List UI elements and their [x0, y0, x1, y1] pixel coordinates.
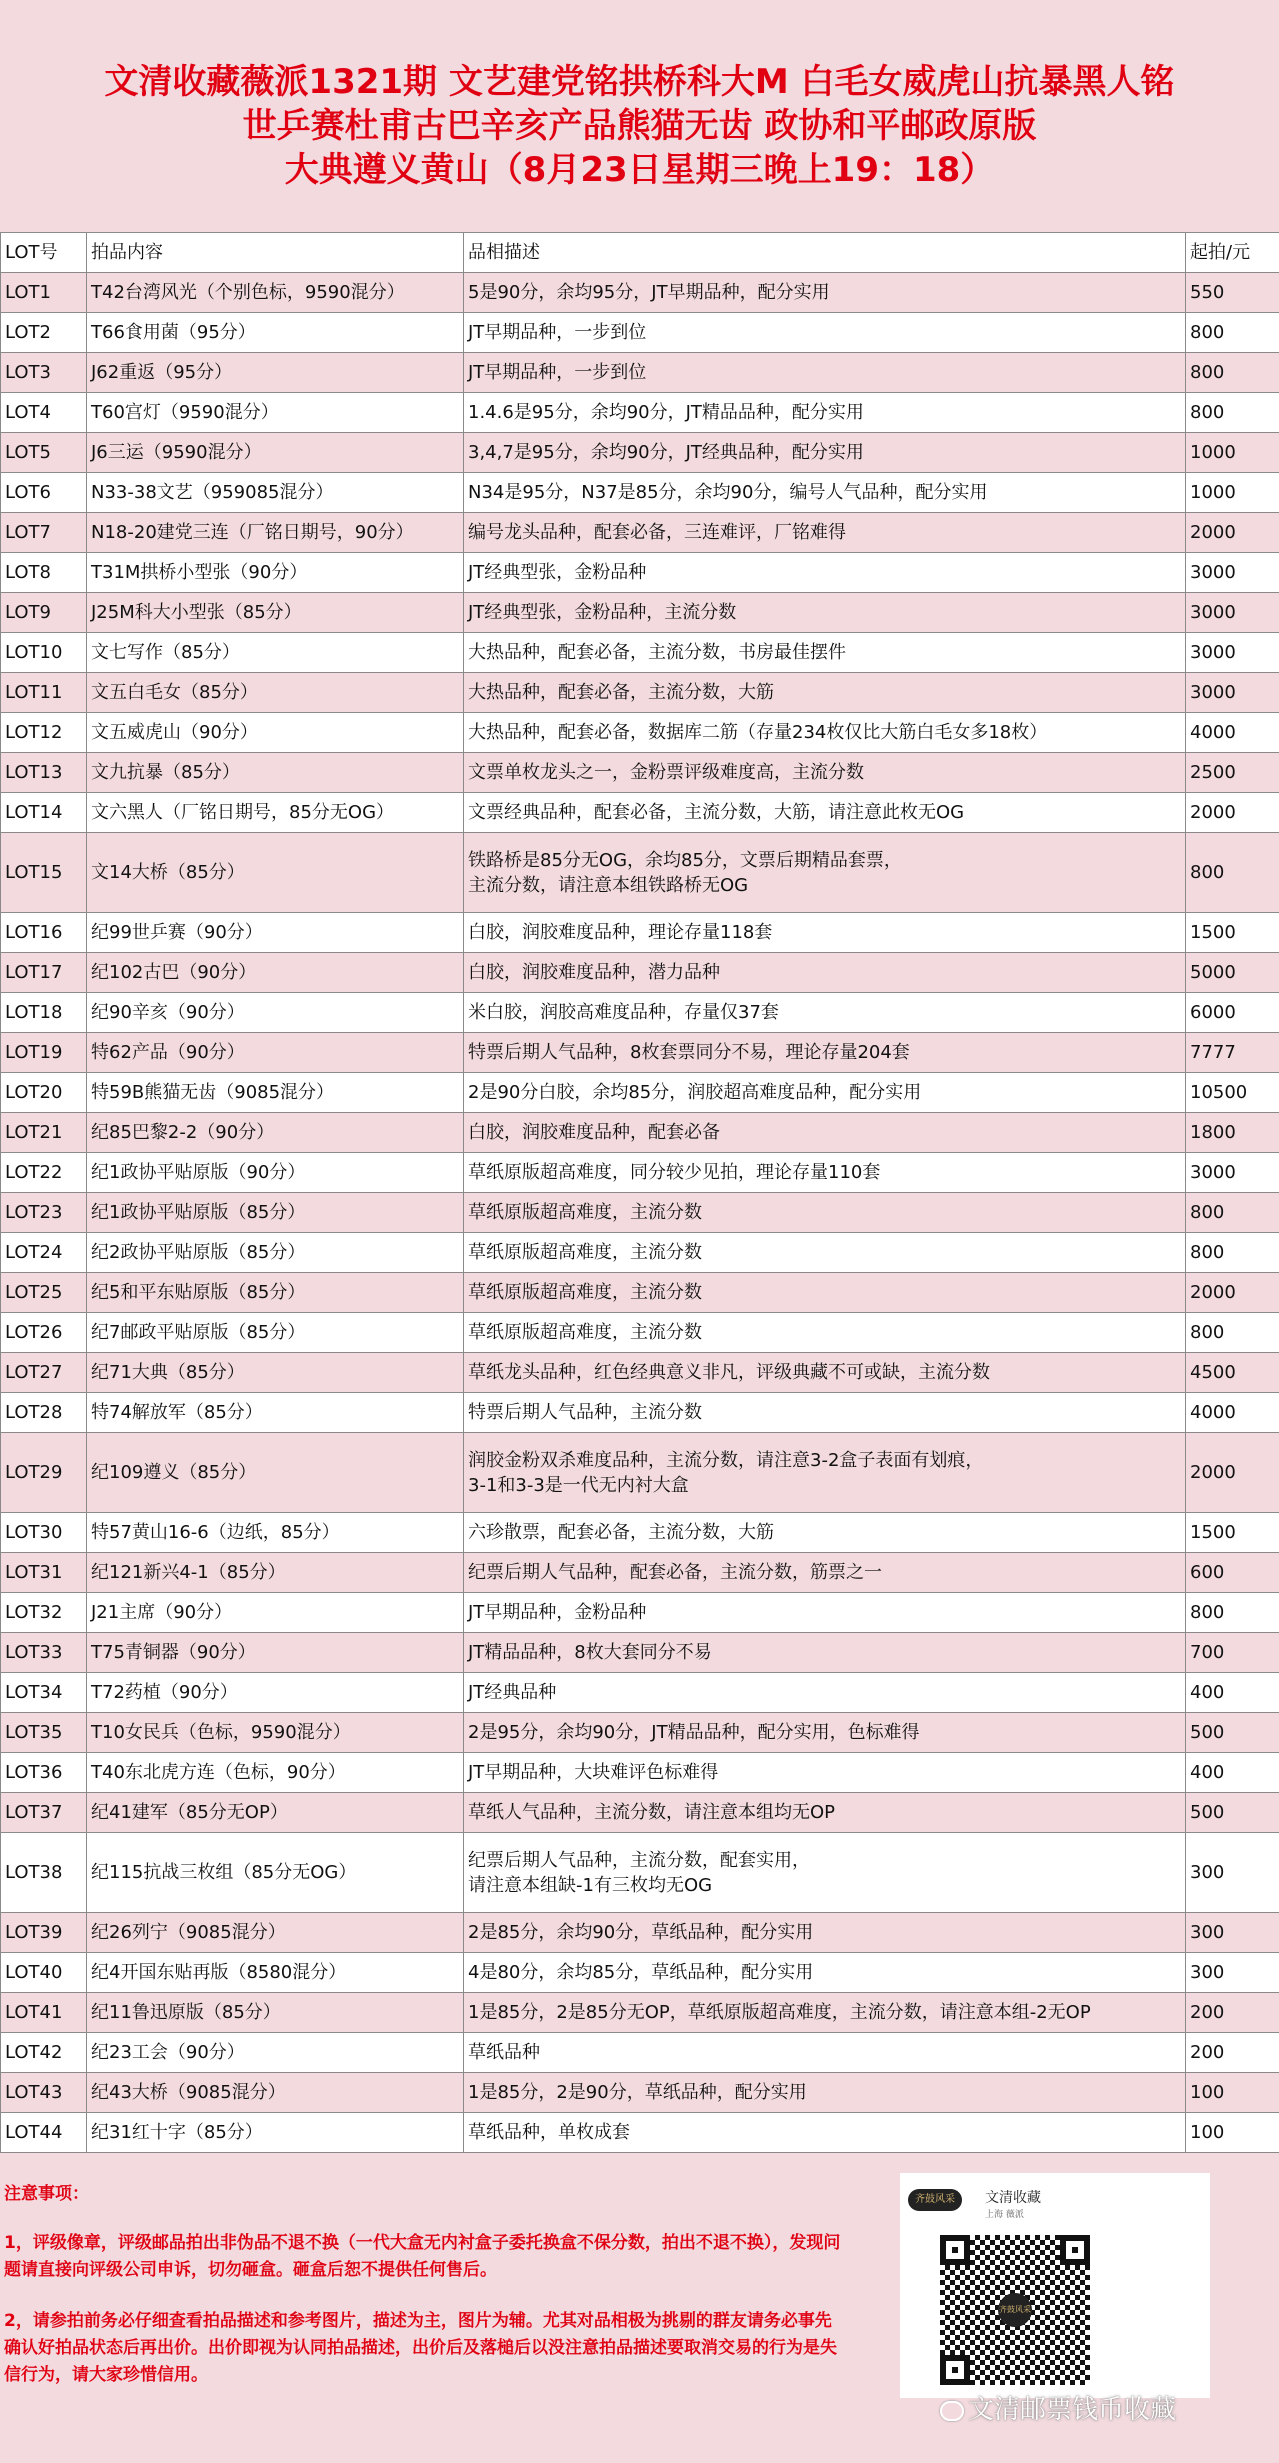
table-row — [1, 273, 1279, 313]
lot-cell: LOT21 — [1, 1113, 87, 1153]
item-cell: J6三运（9590混分） — [87, 433, 464, 473]
lot-cell: LOT8 — [1, 553, 87, 593]
notes-section — [4, 2181, 844, 2413]
desc-cell: 1是85分，2是85分无OP，草纸原版超高难度，主流分数，请注意本组-2无OP — [464, 1993, 1186, 2033]
table-row — [1, 1273, 1279, 1313]
price-cell: 300 — [1186, 1953, 1279, 1993]
title-line-1: 文清收藏薇派1321期 文艺建党铭拱桥科大M 白毛女威虎山抗暴黑人铭 — [104, 62, 1175, 102]
qr-account-name: 文清收藏 — [985, 2190, 1041, 2206]
lot-cell: LOT5 — [1, 433, 87, 473]
desc-cell: JT早期品种，一步到位 — [464, 353, 1186, 393]
price-cell: 600 — [1186, 1553, 1279, 1593]
lot-cell: LOT24 — [1, 1233, 87, 1273]
price-cell: 400 — [1186, 1673, 1279, 1713]
desc-cell: 文票单枚龙头之一，金粉票评级难度高，主流分数 — [464, 753, 1186, 793]
desc-cell: 纪票后期人气品种，配套必备，主流分数，筋票之一 — [464, 1553, 1186, 1593]
item-cell: 文七写作（85分） — [87, 633, 464, 673]
qr-code-icon — [940, 2235, 1090, 2385]
desc-cell: 特票后期人气品种，主流分数 — [464, 1393, 1186, 1433]
desc-cell: 编号龙头品种，配套必备，三连难评，厂铭难得 — [464, 513, 1186, 553]
notes-title: 注意事项： — [4, 2184, 89, 2204]
desc-cell: 5是90分，余均95分，JT早期品种，配分实用 — [464, 273, 1186, 313]
price-cell: 100 — [1186, 2113, 1279, 2153]
lot-cell: LOT3 — [1, 353, 87, 393]
item-cell: T31M拱桥小型张（90分） — [87, 553, 464, 593]
lot-cell: LOT30 — [1, 1513, 87, 1553]
table-row — [1, 1833, 1279, 1913]
table-header-row — [1, 233, 1279, 273]
price-cell: 2000 — [1186, 793, 1279, 833]
price-cell: 5000 — [1186, 953, 1279, 993]
table-row — [1, 753, 1279, 793]
table-row — [1, 1673, 1279, 1713]
lot-cell: LOT33 — [1, 1633, 87, 1673]
price-cell: 1500 — [1186, 1513, 1279, 1553]
table-row — [1, 1513, 1279, 1553]
item-cell: 文九抗暴（85分） — [87, 753, 464, 793]
desc-cell: 草纸品种，单枚成套 — [464, 2113, 1186, 2153]
price-cell: 2000 — [1186, 1433, 1279, 1513]
price-cell: 1800 — [1186, 1113, 1279, 1153]
table-row — [1, 1593, 1279, 1633]
desc-cell: 草纸品种 — [464, 2033, 1186, 2073]
price-cell: 550 — [1186, 273, 1279, 313]
item-cell: 文14大桥（85分） — [87, 833, 464, 913]
item-cell: 纪5和平东贴原版（85分） — [87, 1273, 464, 1313]
item-cell: 纪4开国东贴再版（8580混分） — [87, 1953, 464, 1993]
table-row — [1, 713, 1279, 753]
item-cell: 纪41建军（85分无OP） — [87, 1793, 464, 1833]
brand-logo-icon: 齐鼓风采 — [908, 2189, 962, 2211]
item-cell: 纪26列宁（9085混分） — [87, 1913, 464, 1953]
desc-cell: 白胶，润胶难度品种，潜力品种 — [464, 953, 1186, 993]
lot-cell: LOT31 — [1, 1553, 87, 1593]
table-row — [1, 833, 1279, 913]
desc-cell: 白胶，润胶难度品种，配套必备 — [464, 1113, 1186, 1153]
item-cell: T75青铜器（90分） — [87, 1633, 464, 1673]
table-row — [1, 1913, 1279, 1953]
lot-cell: LOT35 — [1, 1713, 87, 1753]
desc-cell: 六珍散票，配套必备，主流分数，大筋 — [464, 1513, 1186, 1553]
lot-cell: LOT38 — [1, 1833, 87, 1913]
col-price: 起拍/元 — [1186, 233, 1279, 273]
item-cell: 文五威虎山（90分） — [87, 713, 464, 753]
price-cell: 3000 — [1186, 553, 1279, 593]
item-cell: 纪102古巴（90分） — [87, 953, 464, 993]
lot-cell: LOT1 — [1, 273, 87, 313]
table-row — [1, 673, 1279, 713]
item-cell: T42台湾风光（个别色标，9590混分） — [87, 273, 464, 313]
item-cell: N33-38文艺（959085混分） — [87, 473, 464, 513]
price-cell: 10500 — [1186, 1073, 1279, 1113]
lot-cell: LOT11 — [1, 673, 87, 713]
table-row — [1, 473, 1279, 513]
table-row — [1, 2073, 1279, 2113]
item-cell: 纪1政协平贴原版（90分） — [87, 1153, 464, 1193]
desc-cell: JT经典型张，金粉品种 — [464, 553, 1186, 593]
price-cell: 700 — [1186, 1633, 1279, 1673]
item-cell: 纪1政协平贴原版（85分） — [87, 1193, 464, 1233]
desc-cell: 大热品种，配套必备，主流分数，大筋 — [464, 673, 1186, 713]
table-row — [1, 1633, 1279, 1673]
table-row — [1, 1953, 1279, 1993]
table-row — [1, 1393, 1279, 1433]
table-row — [1, 1113, 1279, 1153]
table-row — [1, 1153, 1279, 1193]
price-cell: 4000 — [1186, 1393, 1279, 1433]
item-cell: 纪11鲁迅原版（85分） — [87, 1993, 464, 2033]
price-cell: 800 — [1186, 313, 1279, 353]
desc-cell: 铁路桥是85分无OG，余均85分，文票后期精品套票， 主流分数，请注意本组铁路桥无OG — [464, 833, 1186, 913]
lot-cell: LOT41 — [1, 1993, 87, 2033]
watermark — [940, 2389, 1176, 2426]
desc-cell: 大热品种，配套必备，主流分数，书房最佳摆件 — [464, 633, 1186, 673]
lot-cell: LOT6 — [1, 473, 87, 513]
lot-cell: LOT18 — [1, 993, 87, 1033]
lot-cell: LOT2 — [1, 313, 87, 353]
desc-cell: N34是95分，N37是85分，余均90分，编号人气品种，配分实用 — [464, 473, 1186, 513]
item-cell: 纪90辛亥（90分） — [87, 993, 464, 1033]
price-cell: 2500 — [1186, 753, 1279, 793]
item-cell: 文六黑人（厂铭日期号，85分无OG） — [87, 793, 464, 833]
table-row — [1, 553, 1279, 593]
item-cell: J25M科大小型张（85分） — [87, 593, 464, 633]
col-item: 拍品内容 — [87, 233, 464, 273]
lot-cell: LOT42 — [1, 2033, 87, 2073]
desc-cell: JT早期品种，大块难评色标难得 — [464, 1753, 1186, 1793]
notes-item-1: 1，评级像章，评级邮品拍出非伪品不退不换（一代大盒无内衬盒子委托换盒不保分数，拍出不退不换），发现问题请直接向评级公司申诉，切勿砸盒。砸盒后恕不提供任何售后。 — [4, 2233, 841, 2280]
lot-cell: LOT16 — [1, 913, 87, 953]
qr-center-logo-icon: 齐鼓风采 — [998, 2293, 1032, 2327]
table-row — [1, 1233, 1279, 1273]
lot-cell: LOT34 — [1, 1673, 87, 1713]
price-cell: 800 — [1186, 1193, 1279, 1233]
desc-cell: JT经典型张，金粉品种，主流分数 — [464, 593, 1186, 633]
table-row — [1, 1793, 1279, 1833]
item-cell: 纪2政协平贴原版（85分） — [87, 1233, 464, 1273]
table-row — [1, 1753, 1279, 1793]
price-cell: 800 — [1186, 1313, 1279, 1353]
desc-cell: 1是85分，2是90分，草纸品种，配分实用 — [464, 2073, 1186, 2113]
table-row — [1, 1433, 1279, 1513]
item-cell: 纪7邮政平贴原版（85分） — [87, 1313, 464, 1353]
lot-cell: LOT7 — [1, 513, 87, 553]
item-cell: 特62产品（90分） — [87, 1033, 464, 1073]
qr-account-sub: 上海 薇派 — [985, 2210, 1024, 2220]
lot-cell: LOT43 — [1, 2073, 87, 2113]
desc-cell: 润胶金粉双杀难度品种，主流分数，请注意3-2盒子表面有划痕， 3-1和3-3是一代无内衬大盒 — [464, 1433, 1186, 1513]
lot-cell: LOT13 — [1, 753, 87, 793]
table-row — [1, 633, 1279, 673]
table-row — [1, 1313, 1279, 1353]
item-cell: J21主席（90分） — [87, 1593, 464, 1633]
lot-cell: LOT23 — [1, 1193, 87, 1233]
desc-cell: 4是80分，余均85分，草纸品种，配分实用 — [464, 1953, 1186, 1993]
table-row — [1, 513, 1279, 553]
desc-cell: JT经典品种 — [464, 1673, 1186, 1713]
table-row — [1, 793, 1279, 833]
desc-cell: 米白胶，润胶高难度品种，存量仅37套 — [464, 993, 1186, 1033]
table-row — [1, 2033, 1279, 2073]
price-cell: 800 — [1186, 353, 1279, 393]
table-row — [1, 2113, 1279, 2153]
qr-card — [900, 2173, 1210, 2398]
title-line-2: 世乒赛杜甫古巴辛亥产品熊猫无齿 政协和平邮政原版 — [242, 106, 1037, 146]
desc-cell: 纪票后期人气品种，主流分数，配套实用， 请注意本组缺-1有三枚均无OG — [464, 1833, 1186, 1913]
price-cell: 300 — [1186, 1913, 1279, 1953]
lot-cell: LOT32 — [1, 1593, 87, 1633]
item-cell: 纪121新兴4-1（85分） — [87, 1553, 464, 1593]
desc-cell: JT早期品种，一步到位 — [464, 313, 1186, 353]
item-cell: T10女民兵（色标，9590混分） — [87, 1713, 464, 1753]
table-row — [1, 1993, 1279, 2033]
desc-cell: 文票经典品种，配套必备，主流分数，大筋，请注意此枚无OG — [464, 793, 1186, 833]
price-cell: 800 — [1186, 833, 1279, 913]
item-cell: T40东北虎方连（色标，90分） — [87, 1753, 464, 1793]
item-cell: T72药植（90分） — [87, 1673, 464, 1713]
lot-cell: LOT20 — [1, 1073, 87, 1113]
desc-cell: 草纸原版超高难度，同分较少见拍，理论存量110套 — [464, 1153, 1186, 1193]
desc-cell: 2是95分，余均90分，JT精品品种，配分实用，色标难得 — [464, 1713, 1186, 1753]
desc-cell: 3,4,7是95分，余均90分，JT经典品种，配分实用 — [464, 433, 1186, 473]
price-cell: 100 — [1186, 2073, 1279, 2113]
desc-cell: 白胶，润胶难度品种，理论存量118套 — [464, 913, 1186, 953]
lot-cell: LOT29 — [1, 1433, 87, 1513]
price-cell: 800 — [1186, 1233, 1279, 1273]
desc-cell: 草纸原版超高难度，主流分数 — [464, 1193, 1186, 1233]
title-line-3: 大典遵义黄山（8月23日星期三晚上19：18） — [284, 150, 995, 190]
price-cell: 400 — [1186, 1753, 1279, 1793]
lot-cell: LOT36 — [1, 1753, 87, 1793]
price-cell: 1000 — [1186, 433, 1279, 473]
lot-cell: LOT40 — [1, 1953, 87, 1993]
table-row — [1, 913, 1279, 953]
page-header — [0, 0, 1279, 232]
lot-cell: LOT22 — [1, 1153, 87, 1193]
lot-cell: LOT10 — [1, 633, 87, 673]
item-cell: 纪85巴黎2-2（90分） — [87, 1113, 464, 1153]
price-cell: 3000 — [1186, 633, 1279, 673]
price-cell: 3000 — [1186, 1153, 1279, 1193]
desc-cell: 草纸原版超高难度，主流分数 — [464, 1233, 1186, 1273]
lot-cell: LOT17 — [1, 953, 87, 993]
item-cell: 特59B熊猫无齿（9085混分） — [87, 1073, 464, 1113]
price-cell: 4500 — [1186, 1353, 1279, 1393]
item-cell: T60宫灯（9590混分） — [87, 393, 464, 433]
lot-cell: LOT39 — [1, 1913, 87, 1953]
table-row — [1, 953, 1279, 993]
table-body — [1, 273, 1279, 2153]
col-lot: LOT号 — [1, 233, 87, 273]
price-cell: 1000 — [1186, 473, 1279, 513]
lot-cell: LOT12 — [1, 713, 87, 753]
lot-cell: LOT37 — [1, 1793, 87, 1833]
price-cell: 6000 — [1186, 993, 1279, 1033]
item-cell: 纪109遵义（85分） — [87, 1433, 464, 1513]
item-cell: T66食用菌（95分） — [87, 313, 464, 353]
desc-cell: JT早期品种，金粉品种 — [464, 1593, 1186, 1633]
table-row — [1, 313, 1279, 353]
lot-cell: LOT44 — [1, 2113, 87, 2153]
table-row — [1, 393, 1279, 433]
table-row — [1, 1193, 1279, 1233]
price-cell: 3000 — [1186, 593, 1279, 633]
table-row — [1, 1713, 1279, 1753]
table-row — [1, 1553, 1279, 1593]
price-cell: 1500 — [1186, 913, 1279, 953]
notes-item-2: 2，请参拍前务必仔细查看拍品描述和参考图片，描述为主，图片为辅。尤其对品相极为挑剔的群友请务必事先确认好拍品状态后再出价。出价即视为认同拍品描述，出价后及落槌后以没注意拍品描述要取消交易的行为是失信行为，请大家珍惜信用。 — [4, 2311, 837, 2385]
price-cell: 500 — [1186, 1713, 1279, 1753]
lot-cell: LOT19 — [1, 1033, 87, 1073]
item-cell: 纪31红十字（85分） — [87, 2113, 464, 2153]
price-cell: 200 — [1186, 1993, 1279, 2033]
price-cell: 500 — [1186, 1793, 1279, 1833]
qr-finder-icon — [940, 2235, 970, 2265]
watermark-text: 文清邮票钱币收藏 — [968, 2395, 1177, 2425]
price-cell: 4000 — [1186, 713, 1279, 753]
desc-cell: 草纸原版超高难度，主流分数 — [464, 1313, 1186, 1353]
table-row — [1, 1033, 1279, 1073]
item-cell: J62重返（95分） — [87, 353, 464, 393]
price-cell: 2000 — [1186, 513, 1279, 553]
table-row — [1, 353, 1279, 393]
item-cell: N18-20建党三连（厂铭日期号，90分） — [87, 513, 464, 553]
desc-cell: 1.4.6是95分，余均90分，JT精品品种，配分实用 — [464, 393, 1186, 433]
qr-finder-icon — [1060, 2235, 1090, 2265]
lot-cell: LOT27 — [1, 1353, 87, 1393]
price-cell: 800 — [1186, 1593, 1279, 1633]
item-cell: 纪23工会（90分） — [87, 2033, 464, 2073]
desc-cell: JT精品品种，8枚大套同分不易 — [464, 1633, 1186, 1673]
wechat-icon — [940, 2401, 964, 2421]
price-cell: 2000 — [1186, 1273, 1279, 1313]
qr-finder-icon — [940, 2355, 970, 2385]
lot-cell: LOT14 — [1, 793, 87, 833]
item-cell: 文五白毛女（85分） — [87, 673, 464, 713]
desc-cell: 2是85分，余均90分，草纸品种，配分实用 — [464, 1913, 1186, 1953]
item-cell: 特57黄山16-6（边纸，85分） — [87, 1513, 464, 1553]
price-cell: 200 — [1186, 2033, 1279, 2073]
auction-table — [0, 232, 1279, 2153]
lot-cell: LOT15 — [1, 833, 87, 913]
table-row — [1, 993, 1279, 1033]
footer — [0, 2153, 1279, 2439]
desc-cell: 特票后期人气品种，8枚套票同分不易，理论存量204套 — [464, 1033, 1186, 1073]
item-cell: 特74解放军（85分） — [87, 1393, 464, 1433]
lot-cell: LOT26 — [1, 1313, 87, 1353]
price-cell: 7777 — [1186, 1033, 1279, 1073]
price-cell: 3000 — [1186, 673, 1279, 713]
item-cell: 纪71大典（85分） — [87, 1353, 464, 1393]
desc-cell: 2是90分白胶，余均85分，润胶超高难度品种，配分实用 — [464, 1073, 1186, 1113]
item-cell: 纪43大桥（9085混分） — [87, 2073, 464, 2113]
desc-cell: 草纸人气品种，主流分数，请注意本组均无OP — [464, 1793, 1186, 1833]
table-row — [1, 433, 1279, 473]
lot-cell: LOT28 — [1, 1393, 87, 1433]
desc-cell: 草纸原版超高难度，主流分数 — [464, 1273, 1186, 1313]
table-row — [1, 593, 1279, 633]
lot-cell: LOT9 — [1, 593, 87, 633]
price-cell: 800 — [1186, 393, 1279, 433]
desc-cell: 大热品种，配套必备，数据库二筋（存量234枚仅比大筋白毛女多18枚） — [464, 713, 1186, 753]
desc-cell: 草纸龙头品种，红色经典意义非凡，评级典藏不可或缺，主流分数 — [464, 1353, 1186, 1393]
lot-cell: LOT25 — [1, 1273, 87, 1313]
lot-cell: LOT4 — [1, 393, 87, 433]
col-desc: 品相描述 — [464, 233, 1186, 273]
price-cell: 300 — [1186, 1833, 1279, 1913]
table-row — [1, 1353, 1279, 1393]
item-cell: 纪115抗战三枚组（85分无OG） — [87, 1833, 464, 1913]
table-row — [1, 1073, 1279, 1113]
item-cell: 纪99世乒赛（90分） — [87, 913, 464, 953]
